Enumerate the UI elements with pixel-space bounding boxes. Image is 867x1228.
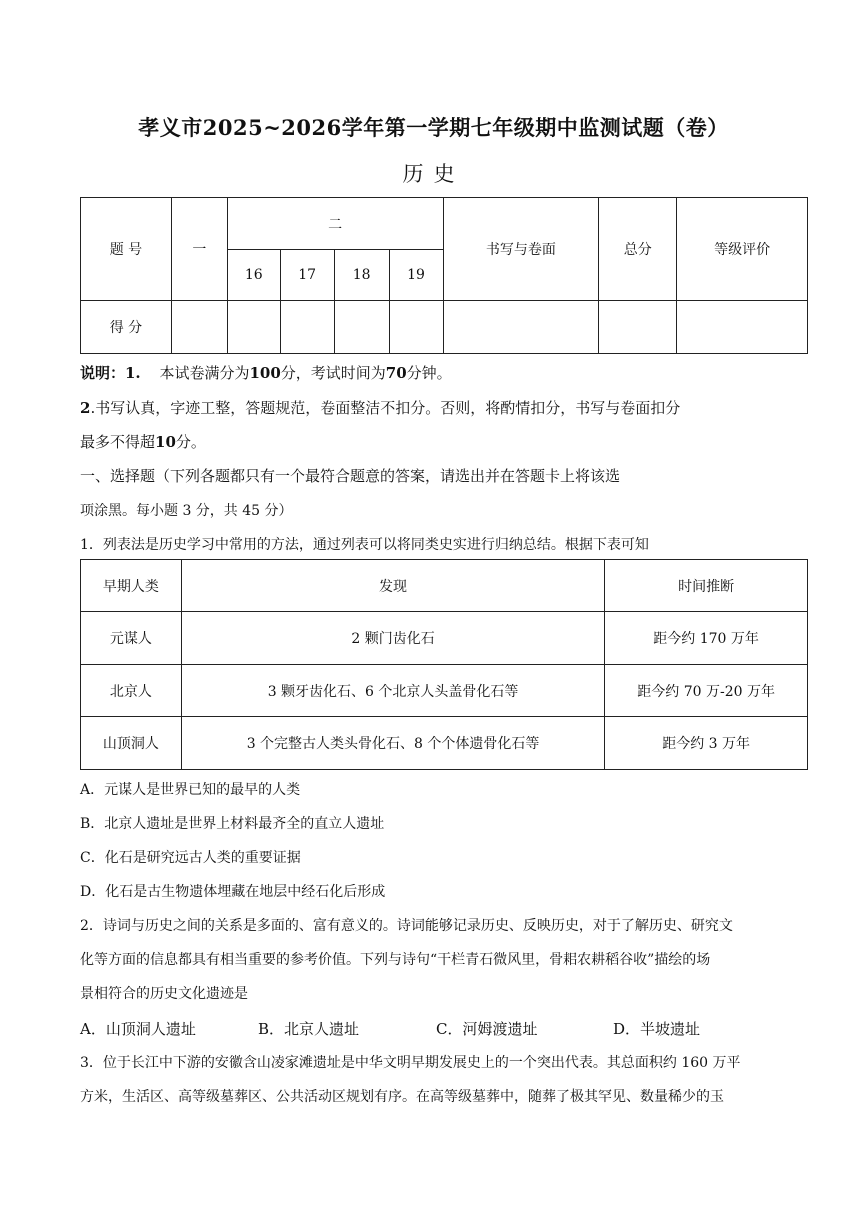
option-b[interactable]: B．北京人遗址是世界上材料最齐全的直立人遗址 xyxy=(80,816,385,832)
table-cell: 距今约 3 万年 xyxy=(605,717,808,770)
option-a[interactable]: A．元谋人是世界已知的最早的人类 xyxy=(80,782,301,798)
row-label-number: 题 号 xyxy=(81,198,172,301)
option-c[interactable]: C．河姆渡遗址 xyxy=(436,1020,538,1038)
question-2-stem-line: 2．诗词与历史之间的关系是多面的、富有意义的。诗词能够记录历史、反映历史，对于了解历史、研究文 xyxy=(80,918,733,934)
table-cell: 3 个完整古人类头骨化石、8 个个体遗骨化石等 xyxy=(181,717,604,770)
instruction-text: .书写认真，字迹工整，答题规范，卷面整洁不扣分。否则，将酌情扣分，书写与卷面扣分 xyxy=(90,399,681,417)
score-table xyxy=(80,197,808,354)
col-section-one: 一 xyxy=(171,198,227,301)
option-a[interactable]: A．山顶洞人遗址 xyxy=(80,1020,196,1038)
instruction-line-2 xyxy=(80,397,680,418)
table-header: 时间推断 xyxy=(605,560,808,612)
question-3-stem-line: 方米，生活区、高等级墓葬区、公共活动区规划有序。在高等级墓葬中，随葬了极其罕见、数量稀少的玉 xyxy=(80,1089,724,1105)
score-cell[interactable] xyxy=(171,301,227,354)
section-heading-cont: 项涂黑。每小题 3 分，共 45 分） xyxy=(80,503,293,519)
table-row xyxy=(81,717,808,770)
sub-col-16: 16 xyxy=(227,250,280,301)
sub-col-17: 17 xyxy=(280,250,334,301)
instruction-line-3 xyxy=(80,431,206,452)
col-writing: 书写与卷面 xyxy=(443,198,599,301)
option-d[interactable]: D．半坡遗址 xyxy=(613,1020,701,1038)
instruction-text: 分，考试时间为 xyxy=(280,364,386,382)
question-2-stem-line: 景相符合的历史文化遗迹是 xyxy=(80,986,248,1002)
sub-col-19: 19 xyxy=(389,250,443,301)
instruction-text: 分钟。 xyxy=(406,364,452,382)
table-cell: 山顶洞人 xyxy=(81,717,182,770)
row-label-score: 得 分 xyxy=(81,301,172,354)
score-cell[interactable] xyxy=(677,301,808,354)
section-heading: 一、选择题（下列各题都只有一个最符合题意的答案，请选出并在答题卡上将该选 xyxy=(80,467,621,485)
table-cell: 3 颗牙齿化石、6 个北京人头盖骨化石等 xyxy=(181,665,604,717)
question-3-stem-line: 3．位于长江中下游的安徽含山凌家滩遗址是中华文明早期发展史上的一个突出代表。其总面积约 160 万平 xyxy=(80,1055,741,1071)
score-cell[interactable] xyxy=(227,301,280,354)
option-b[interactable]: B．北京人遗址 xyxy=(258,1020,360,1038)
table-row xyxy=(81,665,808,717)
max-deduction: 10 xyxy=(155,433,176,451)
instruction-number: 2 xyxy=(80,399,91,417)
table-row xyxy=(81,612,808,665)
score-cell[interactable] xyxy=(334,301,389,354)
exam-minutes: 70 xyxy=(385,364,407,382)
table-header: 发现 xyxy=(181,560,604,612)
option-c[interactable]: C．化石是研究远古人类的重要证据 xyxy=(80,850,301,866)
score-cell[interactable] xyxy=(599,301,677,354)
subject-title: 历史 xyxy=(402,162,465,186)
sub-col-18: 18 xyxy=(334,250,389,301)
option-d[interactable]: D．化石是古生物遗体埋藏在地层中经石化后形成 xyxy=(80,884,386,900)
score-cell[interactable] xyxy=(389,301,443,354)
question-2-stem-line: 化等方面的信息都具有相当重要的参考价值。下列与诗句“干栏青石微风里，骨耜农耕稻谷收”描绘的场 xyxy=(80,952,711,968)
table-cell: 距今约 70 万-20 万年 xyxy=(605,665,808,717)
col-grade: 等级评价 xyxy=(677,198,808,301)
table-cell: 距今约 170 万年 xyxy=(605,612,808,665)
table-cell: 2 颗门齿化石 xyxy=(181,612,604,665)
table-cell: 北京人 xyxy=(81,665,182,717)
score-cell[interactable] xyxy=(443,301,599,354)
table-header: 早期人类 xyxy=(81,560,182,612)
question-1-stem: 1．列表法是历史学习中常用的方法，通过列表可以将同类史实进行归纳总结。根据下表可知 xyxy=(80,537,649,553)
score-cell[interactable] xyxy=(280,301,334,354)
full-score: 100 xyxy=(249,364,281,382)
instruction-text: 本试卷满分为 xyxy=(159,364,250,382)
col-section-two: 二 xyxy=(227,198,443,250)
col-total: 总分 xyxy=(599,198,677,301)
instruction-text: 分。 xyxy=(175,433,206,451)
table-cell: 元谋人 xyxy=(81,612,182,665)
instruction-prefix: 说明：1. xyxy=(80,364,141,382)
instruction-line-1 xyxy=(80,362,452,383)
early-humans-table xyxy=(80,559,808,770)
instruction-text: 最多不得超 xyxy=(80,433,156,451)
exam-title: 孝义市2025~2026学年第一学期七年级期中监测试题（卷） xyxy=(138,115,729,140)
